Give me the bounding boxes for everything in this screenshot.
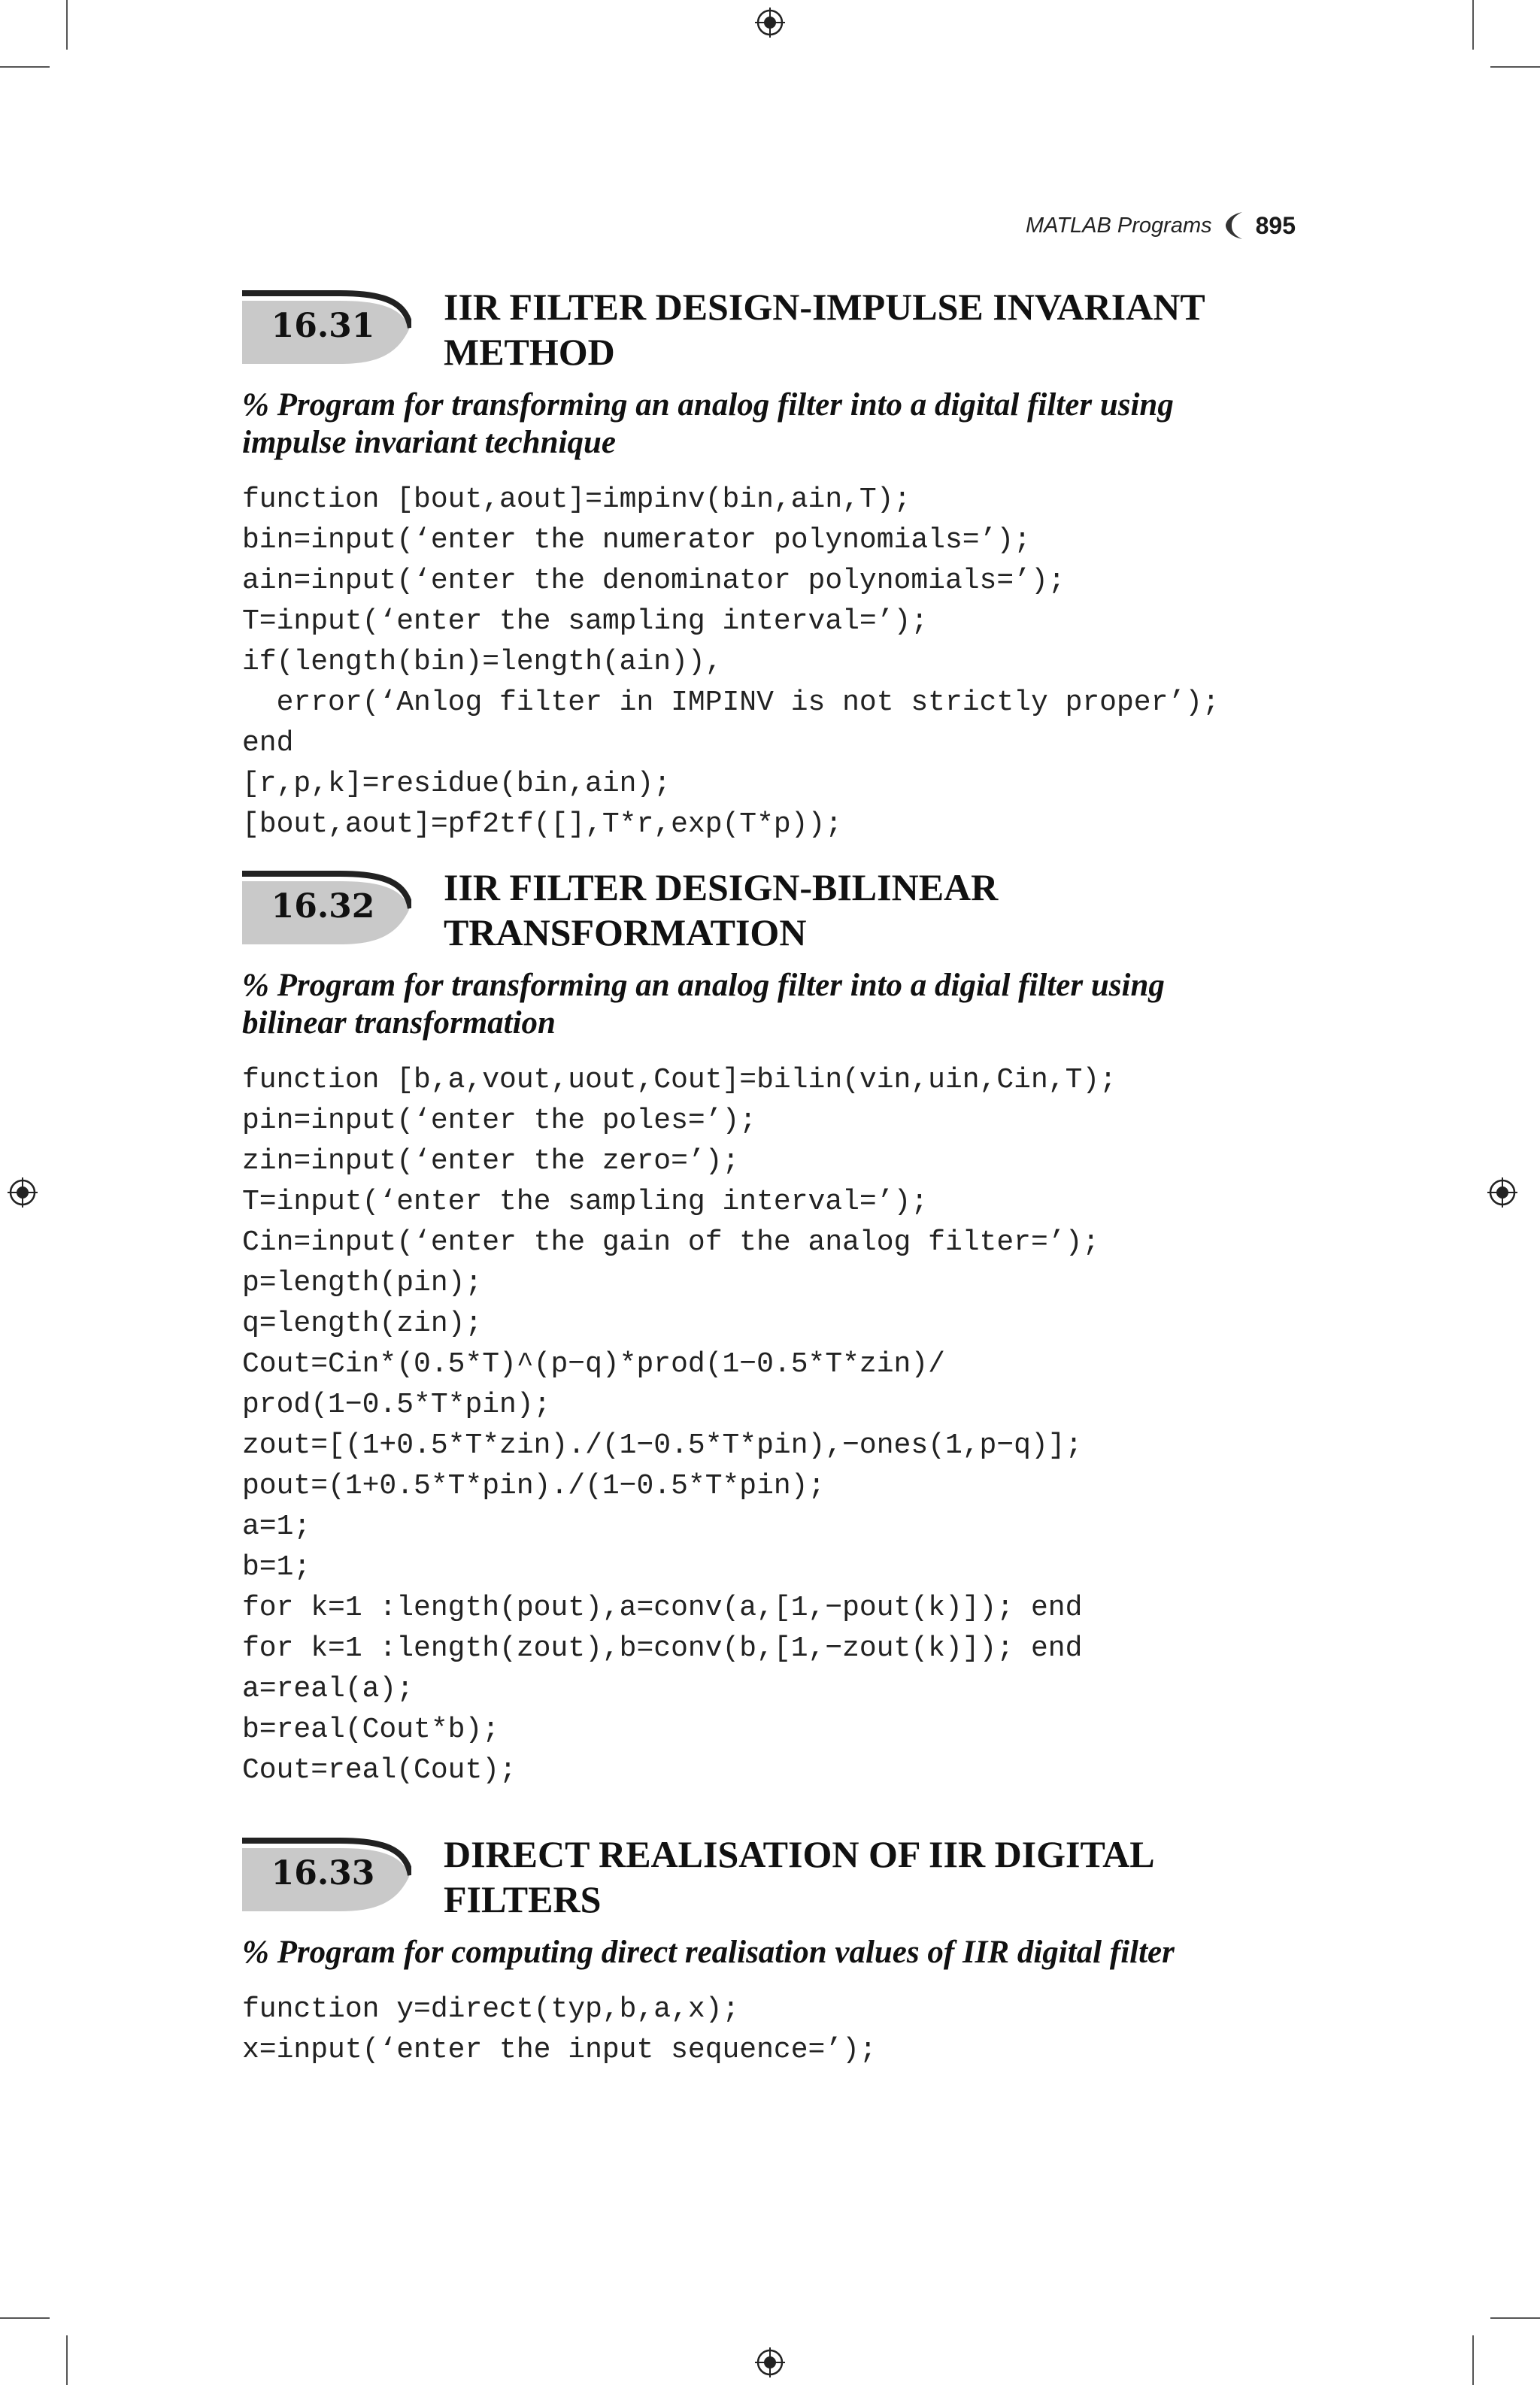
bracket-ornament-icon <box>1223 211 1245 241</box>
code-line: p=length(pin); <box>242 1267 483 1299</box>
crop-mark-top-left-h <box>0 66 50 68</box>
crop-mark-top-right-v <box>1472 0 1474 50</box>
code-line: b=real(Cout*b); <box>242 1714 500 1746</box>
code-line: T=input(‘enter the sampling interval=’); <box>242 605 929 638</box>
code-line: Cout=real(Cout); <box>242 1754 517 1786</box>
code-block <box>242 1060 1310 1791</box>
code-line: error(‘Anlog filter in IMPINV is not strictly proper’); <box>242 686 1220 719</box>
registration-mark-icon <box>755 2347 785 2377</box>
code-line: [r,p,k]=residue(bin,ain); <box>242 768 671 800</box>
code-line: end <box>242 727 294 759</box>
code-line: if(length(bin)=length(ain)), <box>242 646 723 678</box>
code-line: zout=[(1+0.5*T*zin)./(1−0.5*T*pin),−ones(1,p−q)]; <box>242 1429 1083 1462</box>
section-title: IIR FILTER DESIGN-BILINEAR TRANSFORMATION <box>444 866 999 953</box>
code-line: a=real(a); <box>242 1673 414 1705</box>
section-title: IIR FILTER DESIGN-IMPULSE INVARIANT METHOD <box>444 286 1205 373</box>
code-line: a=1; <box>242 1511 311 1543</box>
code-line: function [bout,aout]=impinv(bin,ain,T); <box>242 483 911 516</box>
code-comment: % Program for computing direct realisation values of IIR digital filter <box>242 1935 1175 1970</box>
code-line: zin=input(‘enter the zero=’); <box>242 1145 740 1177</box>
code-comment: % Program for transforming an analog filter into a digial filter using bilinear transformation <box>242 968 1165 1041</box>
code-line: bin=input(‘enter the numerator polynomials=’); <box>242 524 1031 556</box>
crop-mark-bottom-left-v <box>66 2335 68 2385</box>
running-head-title: MATLAB Programs <box>1025 213 1212 238</box>
code-line: [bout,aout]=pf2tf([],T*r,exp(T*p)); <box>242 808 843 841</box>
code-line: T=input(‘enter the sampling interval=’); <box>242 1186 929 1218</box>
code-line: x=input(‘enter the input sequence=’); <box>242 2034 877 2066</box>
code-line: function y=direct(typ,b,a,x); <box>242 1993 740 2026</box>
code-line: Cout=Cin*(0.5*T)^(p−q)*prod(1−0.5*T*zin)/ <box>242 1348 945 1380</box>
crop-mark-top-right-h <box>1490 66 1540 68</box>
crop-mark-bottom-right-v <box>1472 2335 1474 2385</box>
code-block <box>242 1990 1310 2071</box>
code-comment: % Program for transforming an analog filter into a digital filter using impulse invariant technique <box>242 387 1174 460</box>
code-line: pout=(1+0.5*T*pin)./(1−0.5*T*pin); <box>242 1470 826 1502</box>
section-16-33 <box>242 1832 1310 2071</box>
running-head <box>1026 211 1296 241</box>
code-block <box>242 480 1310 845</box>
section-title: DIRECT REALISATION OF IIR DIGITAL FILTERS <box>444 1833 1155 1920</box>
section-number: 16.32 <box>271 887 375 926</box>
code-line: for k=1 :length(pout),a=conv(a,[1,−pout(k)]); end <box>242 1592 1083 1624</box>
code-line: function [b,a,vout,uout,Cout]=bilin(vin,uin,Cin,T); <box>242 1064 1117 1096</box>
code-line: Cin=input(‘enter the gain of the analog filter=’); <box>242 1226 1100 1259</box>
registration-mark-icon <box>1487 1177 1517 1208</box>
section-16-31 <box>242 284 1310 845</box>
crop-mark-bottom-left-h <box>0 2317 50 2319</box>
crop-mark-top-left-v <box>66 0 68 50</box>
section-heading <box>242 1832 1310 1920</box>
code-line: b=1; <box>242 1551 311 1583</box>
section-heading <box>242 865 1310 953</box>
code-line: q=length(zin); <box>242 1308 483 1340</box>
registration-mark-icon <box>8 1177 38 1208</box>
crop-mark-bottom-right-h <box>1490 2317 1540 2319</box>
code-line: for k=1 :length(zout),b=conv(b,[1,−zout(k)]); end <box>242 1632 1083 1665</box>
section-number: 16.31 <box>271 307 375 345</box>
registration-mark-icon <box>755 8 785 38</box>
section-heading <box>242 284 1310 373</box>
page-number: 895 <box>1255 211 1296 239</box>
code-line: ain=input(‘enter the denominator polynomials=’); <box>242 565 1066 597</box>
code-line: pin=input(‘enter the poles=’); <box>242 1105 757 1137</box>
section-16-32 <box>242 865 1310 1791</box>
code-line: prod(1−0.5*T*pin); <box>242 1389 551 1421</box>
section-number: 16.33 <box>271 1854 375 1893</box>
